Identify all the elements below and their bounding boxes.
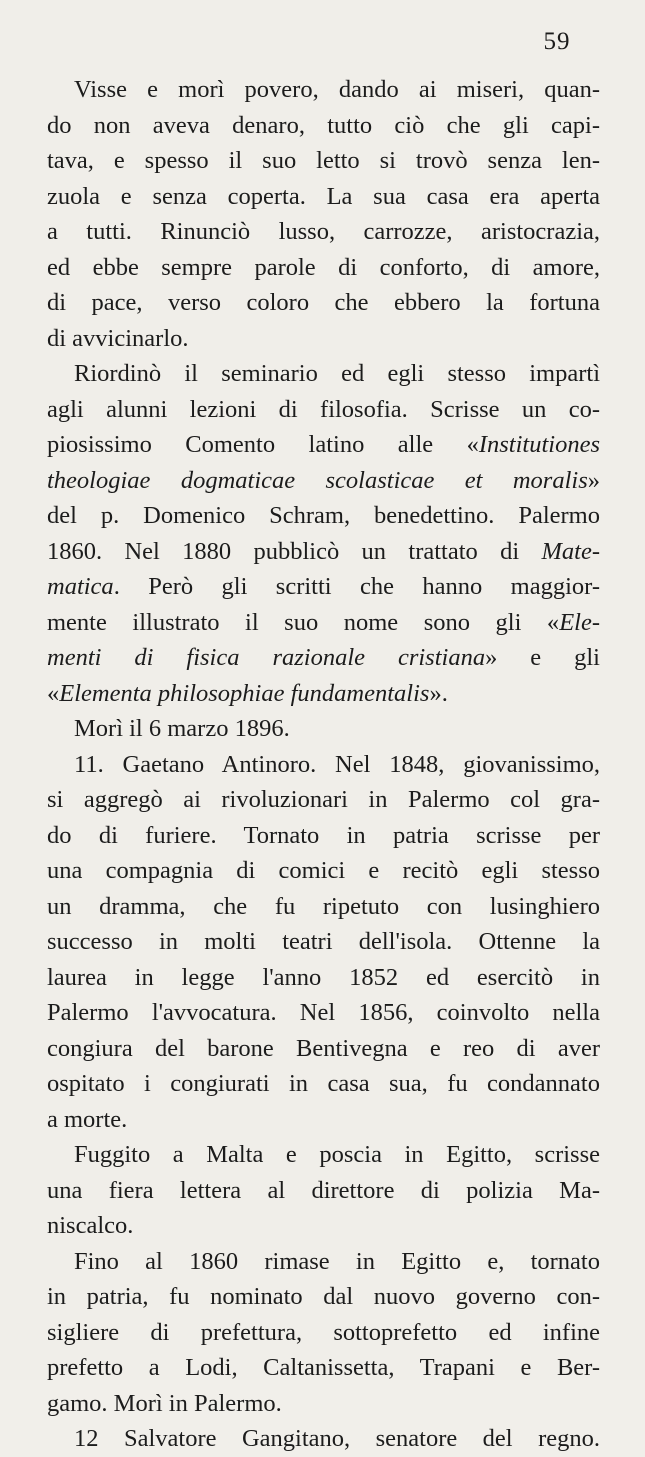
text-line — [47, 747, 600, 783]
text-segment: » e gli — [485, 644, 600, 671]
italic-segment: Elementa philosophiae fundamentalis — [59, 679, 430, 707]
text-segment: . Però gli scritti che hanno maggior- — [113, 573, 600, 600]
text-segment: do non aveva denaro, tutto ciò che gli capi- — [47, 111, 600, 139]
text-segment: piosissimo Comento latino alle « — [47, 431, 479, 458]
text-segment: si aggregò ai rivoluzionari in Palermo col gra- — [47, 786, 600, 813]
text-line — [47, 179, 600, 215]
text-line — [47, 960, 600, 996]
text-segment: agli alunni lezioni di filosofia. Scrisse un co- — [47, 395, 600, 423]
text-segment: zuola e senza coperta. La sua casa era aperta — [47, 182, 600, 210]
text-line — [47, 1102, 600, 1138]
italic-segment: Ele- — [559, 608, 600, 636]
text-line — [47, 108, 600, 144]
text-line — [47, 427, 600, 463]
text-segment: di pace, verso coloro che ebbero la fortuna — [47, 289, 600, 316]
text-line — [47, 1279, 600, 1315]
text-line — [47, 356, 600, 392]
text-segment: ed ebbe sempre parole di conforto, di amore, — [47, 253, 600, 281]
text-segment: di avvicinarlo. — [47, 324, 189, 352]
text-segment: sigliere di prefettura, sottoprefetto ed infine — [47, 1318, 600, 1346]
text-segment: ». — [429, 679, 448, 707]
text-line — [47, 72, 600, 108]
text-segment: Visse e morì povero, dando ai miseri, quan- — [74, 76, 600, 103]
text-line — [47, 1244, 600, 1280]
text-line — [47, 1208, 600, 1244]
text-segment: Fino al 1860 rimase in Egitto e, tornato — [74, 1247, 600, 1275]
text-line — [47, 143, 600, 179]
page-number: 59 — [543, 28, 571, 55]
text-line — [47, 498, 600, 534]
text-segment: successo in molti teatri dell'isola. Ottenne la — [47, 928, 600, 955]
text-segment: ospitato i congiurati in casa sua, fu condannato — [47, 1070, 600, 1097]
text-line — [47, 1386, 600, 1422]
text-segment: a tutti. Rinunciò lusso, carrozze, aristocrazia, — [47, 218, 600, 245]
text-segment: una compagnia di comici e recitò egli stesso — [47, 857, 600, 884]
text-line — [47, 1421, 600, 1457]
text-line — [47, 1137, 600, 1173]
text-segment: mente illustrato il suo nome sono gli « — [47, 608, 560, 636]
text-segment: prefetto a Lodi, Caltanissetta, Trapani e Ber- — [47, 1354, 600, 1381]
text-line — [47, 676, 600, 712]
body-text — [47, 72, 600, 1457]
text-segment: do di furiere. Tornato in patria scrisse per — [47, 821, 600, 849]
text-segment: niscalco. — [47, 1212, 134, 1239]
text-line — [47, 782, 600, 818]
italic-segment: menti di fisica razionale cristiana — [47, 644, 486, 671]
text-segment: in patria, fu nominato dal nuovo governo con- — [47, 1283, 600, 1310]
text-segment: Morì il 6 marzo 1896. — [74, 715, 290, 742]
text-line — [47, 889, 600, 925]
text-line — [47, 463, 600, 499]
text-line — [47, 995, 600, 1031]
text-line — [47, 250, 600, 286]
text-line — [47, 569, 600, 605]
text-segment: Fuggito a Malta e poscia in Egitto, scrisse — [74, 1141, 600, 1168]
text-segment: 12 Salvatore Gangitano, senatore del regno. — [74, 1425, 600, 1452]
text-segment: 1860. Nel 1880 pubblicò un trattato di — [47, 537, 542, 565]
text-segment: del p. Domenico Schram, benedettino. Palermo — [47, 502, 600, 529]
text-segment: Palermo l'avvocatura. Nel 1856, coinvolto nella — [47, 999, 600, 1026]
text-segment: » — [587, 466, 600, 494]
italic-segment: Institutiones — [478, 431, 600, 458]
text-segment: una fiera lettera al direttore di polizia Ma- — [47, 1176, 600, 1204]
text-line — [47, 924, 600, 960]
italic-segment: theologiae dogmaticae scolasticae et moralis — [47, 466, 588, 494]
text-line — [47, 605, 600, 641]
italic-segment: Mate- — [541, 537, 600, 565]
text-line — [47, 853, 600, 889]
text-line — [47, 1315, 600, 1351]
text-line — [47, 1350, 600, 1386]
text-segment: a morte. — [47, 1105, 128, 1133]
italic-segment: matica — [47, 573, 114, 600]
text-segment: « — [47, 679, 60, 707]
text-segment: un dramma, che fu ripetuto con lusinghiero — [47, 892, 600, 920]
text-line — [47, 711, 600, 747]
text-line — [47, 1066, 600, 1102]
text-segment: gamo. Morì in Palermo. — [47, 1389, 282, 1417]
text-line — [47, 534, 600, 570]
text-line — [47, 321, 600, 357]
text-line — [47, 392, 600, 428]
text-segment: laurea in legge l'anno 1852 ed esercitò in — [47, 963, 600, 991]
text-segment: congiura del barone Bentivegna e reo di aver — [47, 1034, 600, 1062]
text-line — [47, 640, 600, 676]
text-line — [47, 214, 600, 250]
text-line — [47, 1173, 600, 1209]
text-line — [47, 818, 600, 854]
text-segment: Riordinò il seminario ed egli stesso impartì — [74, 360, 600, 387]
text-line — [47, 1031, 600, 1067]
text-segment: tava, e spesso il suo letto si trovò senza len- — [47, 147, 600, 174]
text-line — [47, 285, 600, 321]
text-segment: 11. Gaetano Antinoro. Nel 1848, giovanissimo, — [74, 750, 600, 778]
